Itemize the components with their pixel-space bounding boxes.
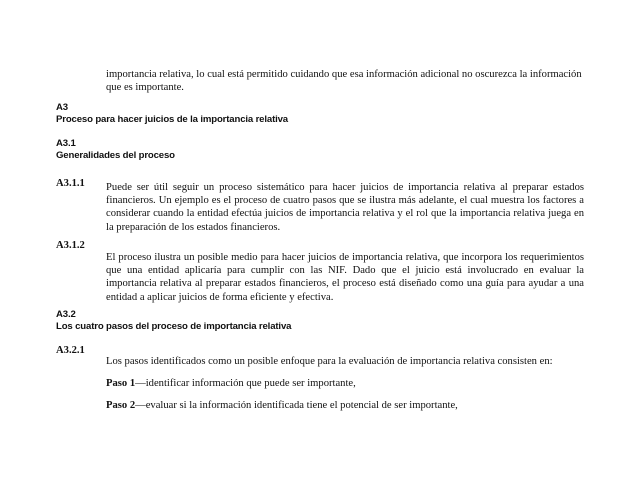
intro-line: importancia relativa, lo cual está permitido cuidando que esa información adicional no oscurezca la información — [106, 69, 582, 80]
step-text: —evaluar si la información identificada tiene el potencial de ser importante, — [135, 400, 458, 411]
step-text: —identificar información que puede ser importante, — [135, 378, 356, 389]
paragraph-a3-1-2: El proceso ilustra un posible medio para hacer juicios de importancia relativa, que incorpora los requerimientos que una entidad aplicaría para cumplir con las NIF. Dado que el juicio está involucrado en evaluar la importancia relativa al preparar estados financieros, el proceso está diseñado como una guía para ayudar a una entidad a aplicar juicios de forma eficiente y efectiva. — [106, 252, 584, 303]
intro-paragraph — [106, 68, 584, 94]
paragraph-number: A3.1.1 — [56, 178, 85, 189]
step-item — [106, 399, 584, 412]
section-number: A3.1 — [56, 138, 76, 149]
section-heading-a3-1 — [56, 138, 175, 162]
intro-line: que es importante. — [106, 82, 184, 94]
section-number: A3.2 — [56, 309, 76, 320]
section-title: Generalidades del proceso — [56, 150, 175, 161]
step-label: Paso 1 — [106, 378, 136, 389]
paragraph-number: A3.1.2 — [56, 240, 85, 251]
paragraph-a3-2-1: Los pasos identificados como un posible enfoque para la evaluación de importancia relativa consisten en: — [106, 356, 553, 367]
paragraph-a3-1-1: Puede ser útil seguir un proceso sistemático para hacer juicios de importancia relativa al preparar estados financieros. Un ejemplo es el proceso de cuatro pasos que se ilustra más adelante, el cual muestra los factores a considerar cuando la entidad efectúa juicios de importancia relativa y el rol que la importancia relativa juega en la preparación de los estados financieros. — [106, 182, 584, 233]
section-heading-a3-2 — [56, 309, 291, 333]
section-title: Proceso para hacer juicios de la importancia relativa — [56, 114, 288, 125]
section-number: A3 — [56, 102, 68, 113]
paragraph-number: A3.2.1 — [56, 345, 85, 356]
section-title: Los cuatro pasos del proceso de importancia relativa — [56, 321, 292, 332]
section-heading-a3 — [56, 102, 288, 126]
step-label: Paso 2 — [106, 400, 136, 411]
step-item — [106, 377, 584, 390]
